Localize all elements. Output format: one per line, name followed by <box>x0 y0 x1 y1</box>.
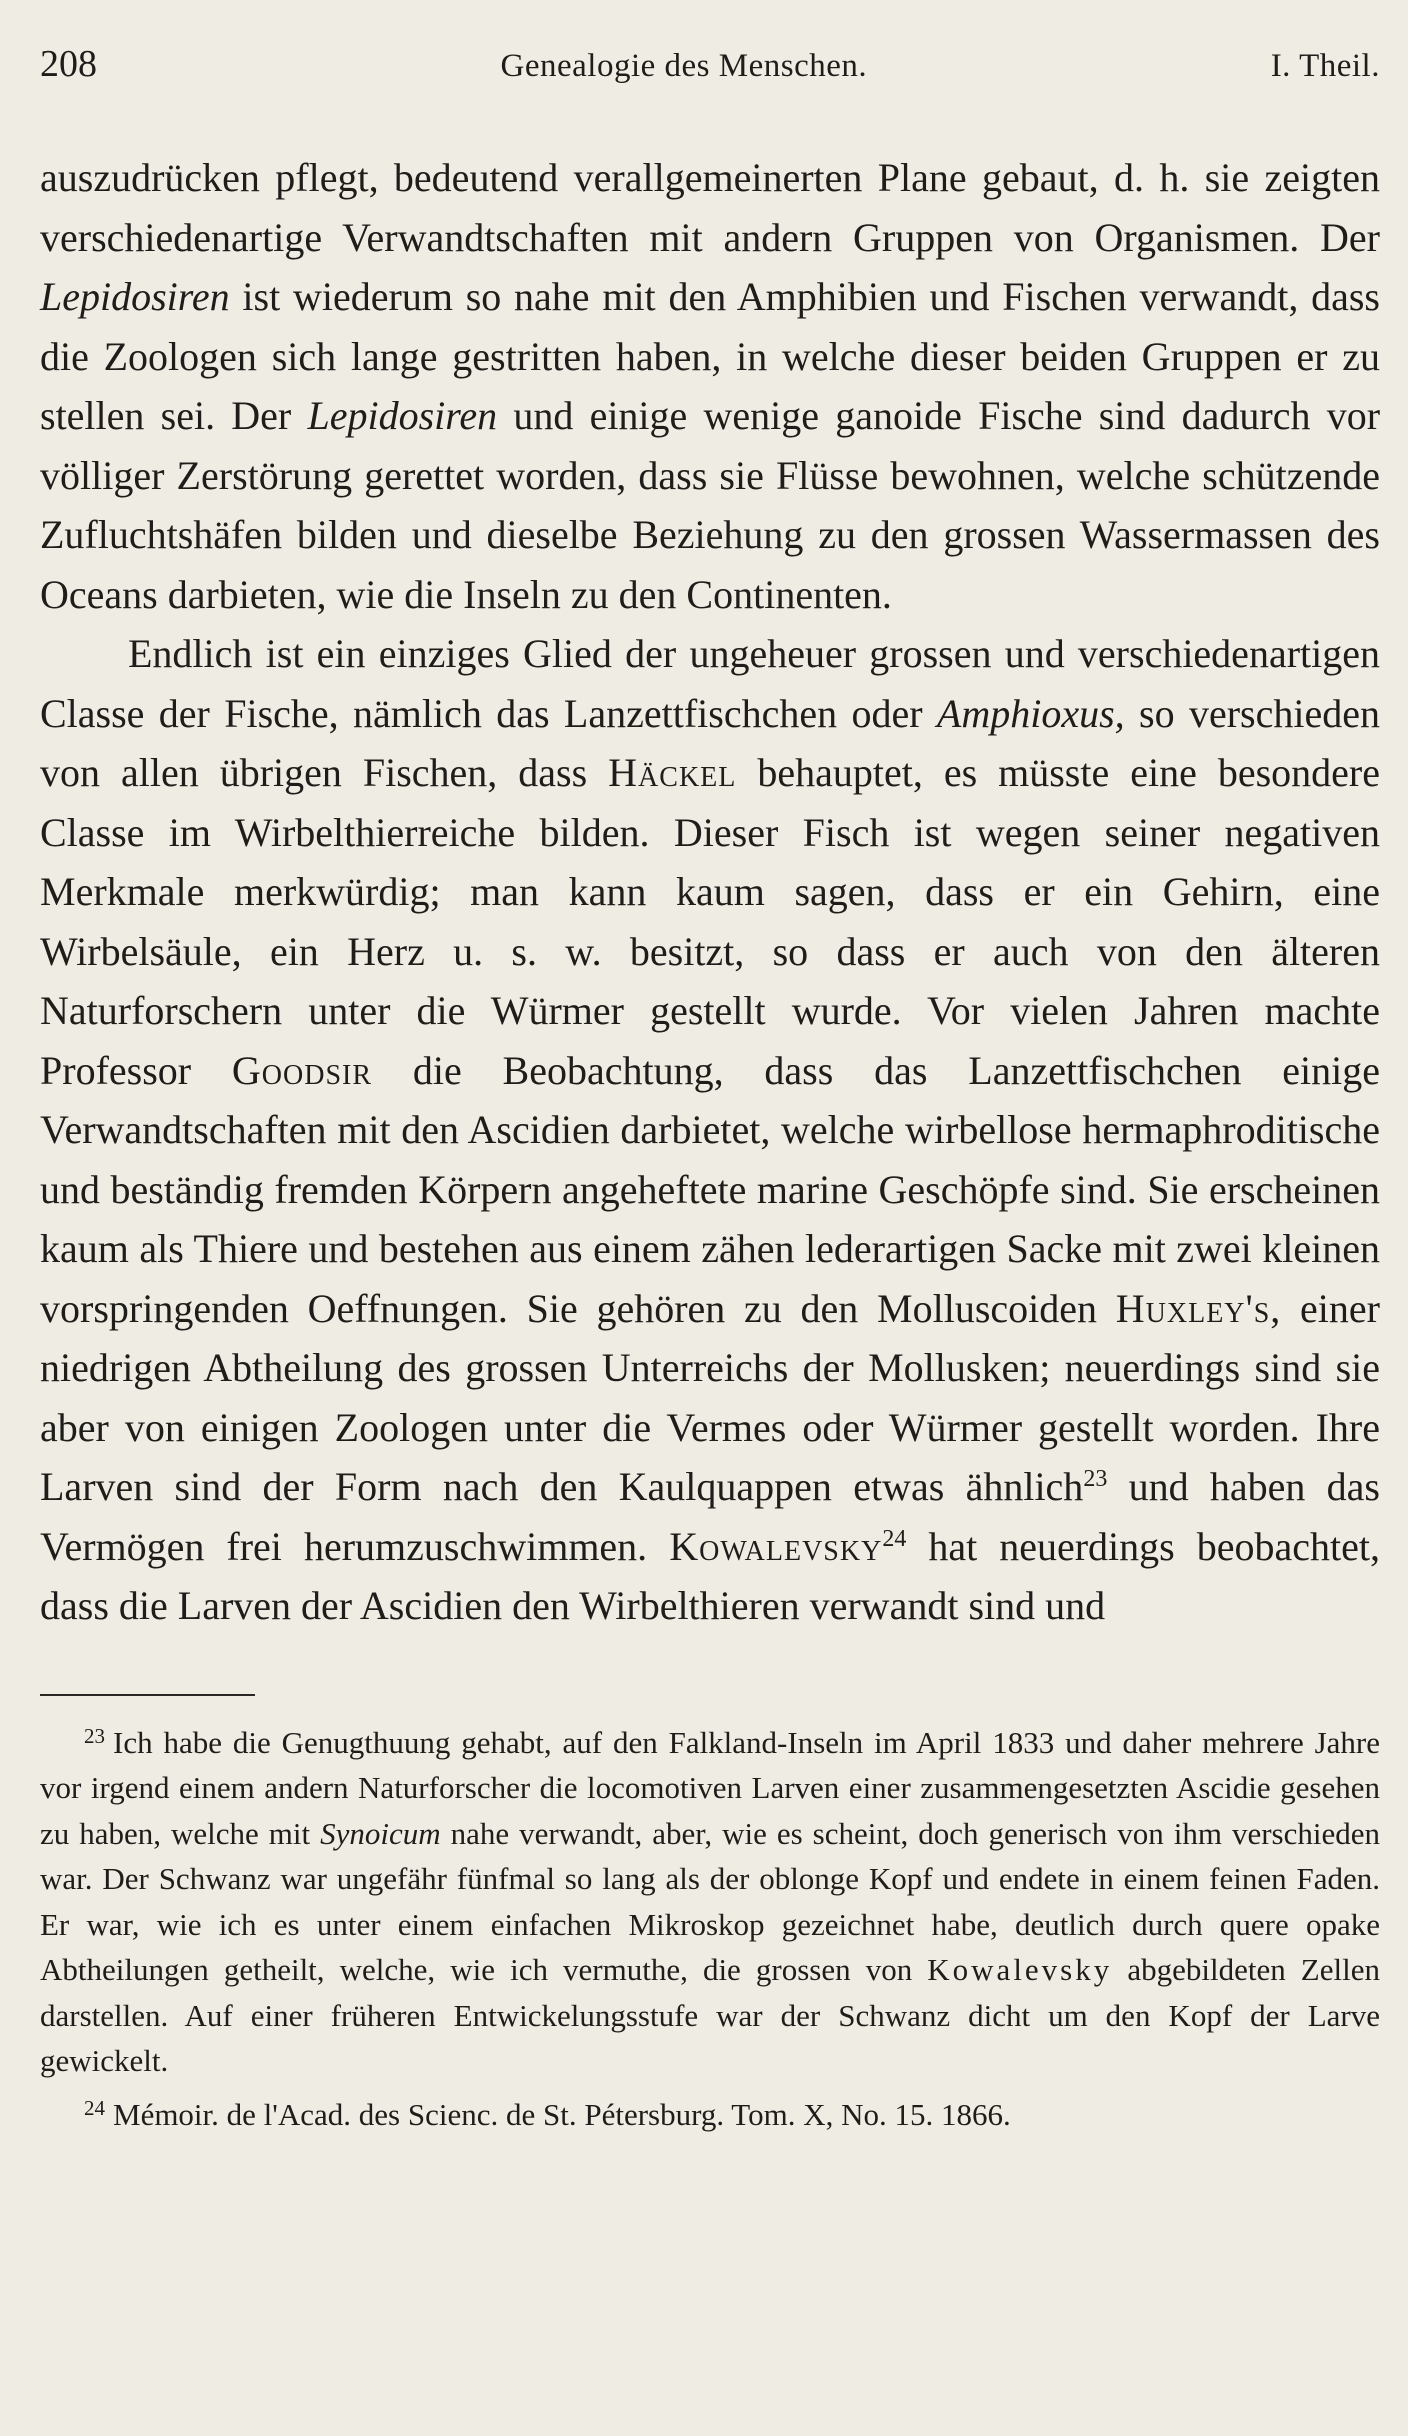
italic-term: Lepidosiren <box>40 274 230 319</box>
text-span: auszudrücken pflegt, bedeutend verallgemeinerten Plane gebaut, d. h. sie zeigten verschiedenartige Verwandtschaften mit andern Gruppen von Organismen. Der <box>40 155 1380 260</box>
running-header <box>40 40 1380 88</box>
text-span: und einige wenige ganoide Fische sind dadurch vor völliger Zerstörung gerettet worden, dass sie Flüsse bewohnen, welche schützende Zufluchtshäfen bilden und dieselbe Beziehung zu den grossen Wassermassen des Oceans darbieten, wie die Inseln zu den Continenten. <box>40 393 1381 617</box>
footnote-ref: 24 <box>882 1525 907 1552</box>
footnote-ref: 23 <box>1083 1466 1108 1492</box>
footnote-divider <box>40 1694 255 1696</box>
text-span: abgebildeten Zellen darstellen. Auf einer früheren Entwickelungsstufe war der Schwanz dicht um den Kopf der Larve gewickelt. <box>40 1952 1380 2078</box>
italic-term: Amphioxus, <box>936 690 1125 736</box>
text-span: Endlich ist ein einziges Glied der ungeheuer grossen und verschiedenartigen Classe der Fische, nämlich das Lanzettfischchen oder <box>40 631 1380 736</box>
text-span: Mémoir. de l'Acad. des Scienc. de St. Pétersburg. Tom. X, No. 15. 1866. <box>113 2096 1011 2132</box>
author-name: Kowalevsky <box>669 1523 883 1569</box>
main-text <box>40 148 1380 1636</box>
italic-term: Lepidosiren <box>307 393 498 438</box>
author-name: Goodsir <box>231 1047 373 1093</box>
text-span: behauptet, es müsste eine besondere Classe im Wirbelthierreiche bilden. Dieser Fisch ist wegen seiner negativen Merkmale merkwürdig; man kann kaum sagen, dass er ein Gehirn, eine Wirbelsäule, ein Herz u. s. w. besitzt, so dass er auch von den älteren Naturforschern unter die Würmer gestellt wurde. Vor vielen Jahren machte Professor <box>40 750 1380 1093</box>
author-name: Huxley's, <box>1115 1285 1282 1331</box>
author-name: Häckel <box>608 750 737 795</box>
footnote-marker: 23 <box>84 1723 105 1748</box>
text-span: nahe verwandt, aber, wie es scheint, doch generisch von ihm verschieden war. Der Schwanz war ungefähr fünfmal so lang als der oblonge Kopf und endete in einem feinen Faden. Er war, wie ich es unter einem einfachen Mikroskop gezeichnet habe, deutlich durch quere opake Abtheilungen getheilt, welche, wie ich vermuthe, die grossen von <box>40 1815 1380 1987</box>
footnote-24 <box>40 2092 1380 2138</box>
text-span: die Beobachtung, dass das Lanzettfischchen einige Verwandtschaften mit den Ascidien darbietet, welche wirbellose hermaphroditische und beständig fremden Körpern angeheftete marine Geschöpfe sind. Sie erscheinen kaum als Thiere und bestehen aus einem zähen lederartigen Sacke mit zwei kleinen vorspringenden Oeffnungen. Sie gehören zu den Molluscoiden <box>40 1047 1381 1331</box>
text-span: hat neuerdings beobachtet, dass die Larven der Ascidien den Wirbelthieren verwandt sind und <box>40 1523 1380 1628</box>
italic-term: Synoicum <box>320 1815 441 1851</box>
text-span: einer niedrigen Abtheilung des grossen Unterreichs der Mollusken; neuerdings sind sie aber von einigen Zoologen unter die Vermes oder Würmer gestellt worden. Ihre Larven sind der Form nach den Kaulquappen etwas ähnlich <box>40 1285 1380 1509</box>
footnotes <box>40 1720 1380 2138</box>
page-number: 208 <box>40 43 97 85</box>
running-title: Genealogie des Menschen. <box>500 48 868 84</box>
text-span: so verschieden von allen übrigen Fischen, dass <box>40 690 1380 795</box>
part-label: I. Theil. <box>1270 48 1380 84</box>
paragraph-1 <box>40 148 1380 624</box>
text-span: Ich habe die Genugthuung gehabt, auf den Falkland-Inseln im April 1833 und daher mehrere Jahre vor irgend einem andern Naturforscher die locomotiven Larven einer zusammengesetzten Ascidie gesehen zu haben, welche mit <box>40 1724 1380 1851</box>
text-span: ist wiederum so nahe mit den Amphibien und Fischen verwandt, dass die Zoologen sich lange gestritten haben, in welche dieser beiden Gruppen er zu stellen sei. Der <box>40 274 1380 438</box>
text-span: und haben das Vermögen frei herumzuschwimmen. <box>40 1464 1380 1569</box>
author-name: Kowalevsky <box>927 1952 1113 1987</box>
paragraph-2 <box>40 624 1380 1636</box>
footnote-23 <box>40 1720 1380 2084</box>
footnote-marker: 24 <box>84 2095 105 2120</box>
